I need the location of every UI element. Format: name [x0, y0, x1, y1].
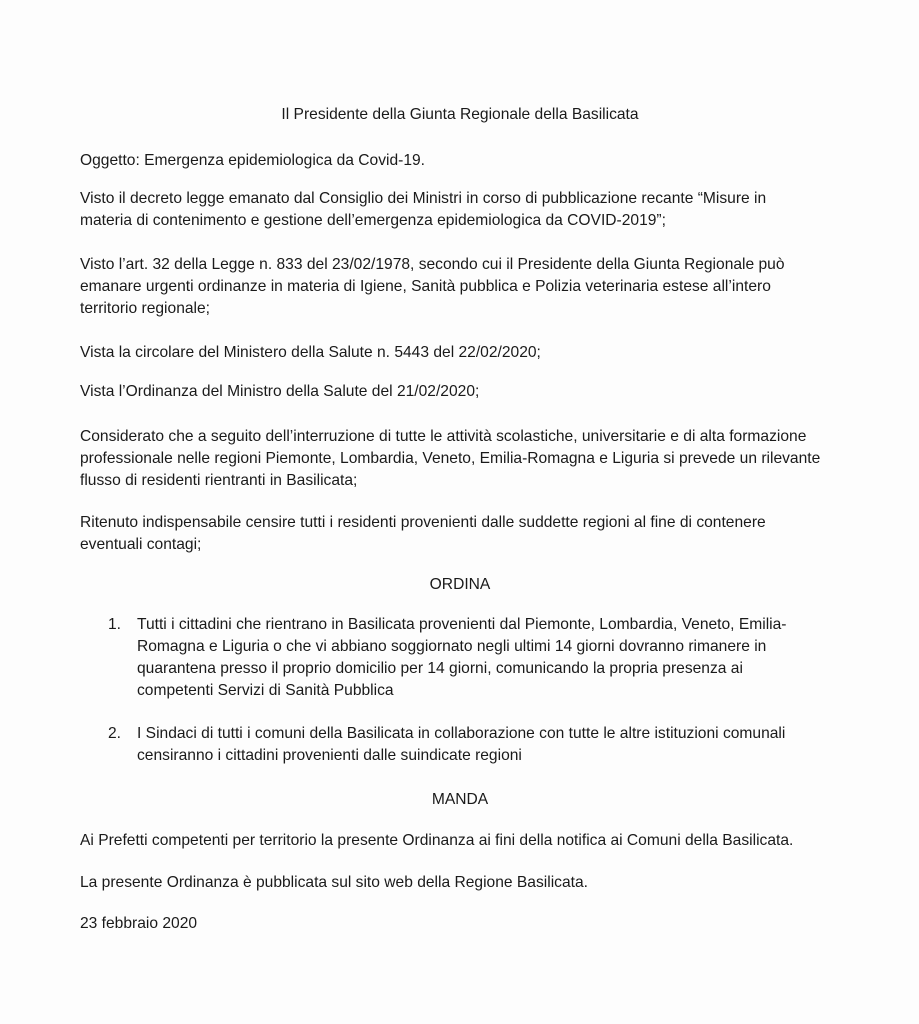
paragraph-ordinanza-ministro: Vista l’Ordinanza del Ministro della Salute del 21/02/2020; — [80, 383, 480, 400]
list-item-number: 2. — [108, 725, 122, 742]
list-item-text: I Sindaci di tutti i comuni della Basilicata in collaborazione con tutte le altre istituzioni comunali censiranno i cittadini provenienti dalle suindicate regioni — [137, 725, 786, 764]
paragraph-circolare: Vista la circolare del Ministero della Salute n. 5443 del 22/02/2020; — [80, 344, 541, 361]
subject-line: Oggetto: Emergenza epidemiologica da Covid-19. — [80, 152, 425, 169]
document-date: 23 febbraio 2020 — [80, 915, 198, 932]
paragraph-ritenuto: Ritenuto indispensabile censire tutti i residenti provenienti dalle suddette regioni al fine di contenere eventuali contagi; — [80, 514, 766, 553]
ordina-list-item-1 — [108, 614, 818, 702]
list-item-text: Tutti i cittadini che rientrano in Basilicata provenienti dal Piemonte, Lombardia, Veneto, Emilia-Romagna e Liguria o che vi abbiano soggiornato negli ultimi 14 giorni dovranno rimanere in quarantena presso il proprio domicilio per 14 giorni, comunicando la propria presenza ai competenti Servizi di Sanità Pubblica — [137, 616, 787, 699]
document-heading: Il Presidente della Giunta Regionale della Basilicata — [281, 106, 639, 123]
paragraph-considerato: Considerato che a seguito dell’interruzione di tutte le attività scolastiche, universitarie e di alta formazione professionale nelle regioni Piemonte, Lombardia, Veneto, Emilia-Romagna e Liguria si prevede un rilevante flusso di residenti rientranti in Basilicata; — [80, 428, 821, 489]
ordina-heading: ORDINA — [429, 576, 491, 593]
paragraph-legge-833: Visto l’art. 32 della Legge n. 833 del 23/02/1978, secondo cui il Presidente della Giunta Regionale può emanare urgenti ordinanze in materia di Igiene, Sanità pubblica e Polizia veterinaria estese all’intero territorio regionale; — [80, 256, 785, 317]
paragraph-decreto-legge: Visto il decreto legge emanato dal Consiglio dei Ministri in corso di pubblicazione recante “Misure in materia di contenimento e gestione dell’emergenza epidemiologica da COVID-2019”; — [80, 190, 767, 229]
manda-heading: MANDA — [431, 791, 489, 808]
list-item-number: 1. — [108, 616, 122, 633]
paragraph-prefetti: Ai Prefetti competenti per territorio la presente Ordinanza ai fini della notifica ai Comuni della Basilicata. — [80, 832, 794, 849]
ordina-list-item-2 — [108, 723, 818, 767]
paragraph-pubblicazione: La presente Ordinanza è pubblicata sul sito web della Regione Basilicata. — [80, 874, 588, 891]
